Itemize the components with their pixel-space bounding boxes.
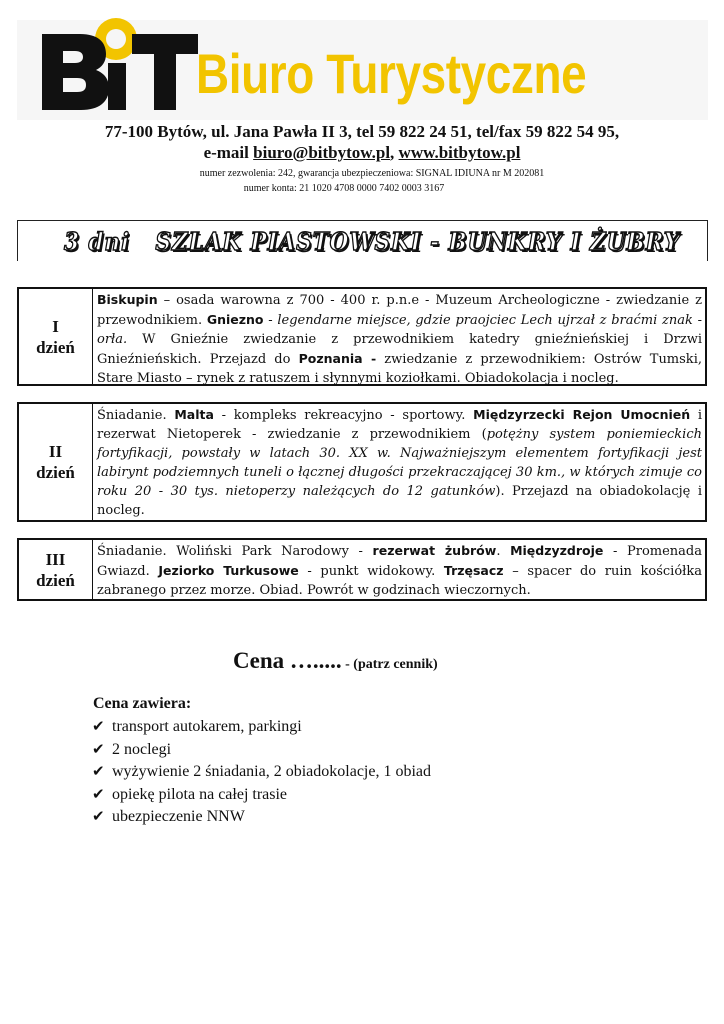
place-name: Malta	[174, 407, 214, 422]
day-2-block	[17, 402, 707, 522]
description-text: i rezerwat Nietoperek - zwiedzanie z przewodnikiem (	[97, 408, 703, 442]
day-1-block	[17, 287, 707, 386]
list-item-text: transport autokarem, parkingi	[112, 718, 302, 735]
place-name: Biskupin	[97, 292, 158, 307]
tour-duration: 3 dni	[64, 227, 131, 256]
place-name: rezerwat żubrów	[372, 543, 497, 558]
list-item	[92, 716, 431, 739]
address-line: 77-100 Bytów, ul. Jana Pawła II 3, tel 59 822 24 51, tel/fax 59 822 54 95,	[104, 122, 620, 141]
tour-title-box	[17, 220, 708, 261]
tour-name: SZLAK PIASTOWSKI - BUNKRY I ŻUBRY	[155, 227, 681, 256]
day-description	[93, 404, 705, 520]
day-number: III	[45, 549, 66, 569]
description-text: - Promenada Gwiazd.	[97, 544, 703, 579]
day-word: dzień	[36, 570, 75, 590]
checkmark-icon: ✔	[92, 764, 105, 780]
checkmark-icon: ✔	[92, 786, 105, 803]
place-name: Gniezno	[206, 312, 264, 327]
description-text: - punkt widokowy.	[298, 564, 444, 579]
description-text: - kompleks rekreacyjno - sportowy.	[213, 408, 474, 423]
day-label	[19, 404, 93, 520]
description-text: .	[496, 544, 511, 559]
checkmark-icon: ✔	[92, 741, 105, 758]
separator: ,	[390, 143, 399, 162]
website-link[interactable]: www.bitbytow.pl	[398, 143, 521, 162]
description-text: – osada warowna z 700 - 400 r. p.n.e - Muzeum Archeologiczne - zwiedzanie z przewodnikiem.	[97, 293, 702, 328]
place-name: Międzyrzecki Rejon Umocnień	[473, 407, 691, 422]
list-item-text: wyżywienie 2 śniadania, 2 obiadokolacje, 1 obiad	[112, 763, 432, 780]
description-text: Śniadanie. Woliński Park Narodowy -	[97, 544, 373, 559]
price-label: Cena ….....	[233, 648, 342, 673]
brand-name: Biuro Turystyczne	[196, 42, 587, 105]
description-text: zwiedzanie z przewodnikiem: Ostrów Tumski, Stare Miasto – rynek z ratuszem i słynnymi koziołkami. Obiadokolacja i nocleg.	[97, 352, 702, 386]
list-item	[92, 784, 431, 807]
checkmark-icon: ✔	[92, 809, 105, 825]
list-item	[92, 806, 431, 829]
tour-title	[64, 227, 680, 256]
includes-heading: Cena zawiera:	[93, 695, 192, 712]
description-text: W Gnieźnie zwiedzanie z przewodnikiem katedry gnieźnieńskiej i Drzwi Gnieźnieńskich. Przejazd do	[97, 332, 702, 367]
day-word: dzień	[36, 463, 75, 482]
day-word: dzień	[36, 337, 75, 357]
company-logo	[40, 18, 200, 112]
price-line	[233, 648, 438, 674]
day-label	[19, 289, 93, 384]
email-website-line	[0, 143, 724, 163]
list-item	[92, 739, 431, 762]
day-description	[93, 289, 705, 384]
price-note: - (patrz cennik)	[341, 657, 438, 672]
checkmark-icon: ✔	[92, 719, 105, 735]
place-name: Trzęsacz	[443, 563, 504, 578]
email-prefix: e-mail	[203, 143, 254, 162]
list-item-text: ubezpieczenie NNW	[112, 808, 245, 825]
description-text: ). Przejazd na obiadokolację i nocleg.	[97, 484, 702, 518]
list-item-text: 2 noclegi	[112, 740, 172, 758]
email-link[interactable]: biuro@bitbytow.pl	[253, 143, 391, 162]
day-3-block	[17, 538, 707, 601]
place-name: Międzyzdroje	[510, 543, 604, 558]
place-note: legendarne miejsce, gdzie praojciec Lech ujrzał z braćmi znak - orła.	[97, 313, 702, 347]
account-line: numer konta: 21 1020 4708 0000 7402 0003 3167	[243, 183, 445, 194]
place-name: Poznania -	[298, 351, 377, 366]
day-label	[19, 540, 93, 599]
day-number: I	[52, 316, 59, 336]
place-name: Jeziorko Turkusowe	[158, 563, 299, 578]
day-number: II	[48, 442, 63, 461]
list-item-text: opiekę pilota na całej trasie	[112, 785, 288, 803]
day-description	[93, 540, 705, 599]
description-text: – spacer do ruin kościółka zabranego przez morze. Obiad. Powrót w godzinach wieczornych.	[97, 564, 702, 598]
place-note: potężny system poniemieckich fortyfikacji, powstały w latach 30. XX w. Najważniejszym elementem fortyfikacji jest labirynt podziemnych tuneli o łącznej długości przekraczającej 30 km., w których zimuje co roku 20 - 30 tys. nietoperzy należących do 12 gatunków	[97, 427, 702, 499]
list-item	[92, 761, 431, 784]
description-text: -	[263, 313, 278, 328]
permit-line: numer zezwolenia: 242, gwarancja ubezpieczeniowa: SIGNAL IDIUNA nr M 202081	[199, 168, 545, 179]
description-text: Śniadanie.	[97, 408, 175, 423]
includes-list	[92, 716, 431, 829]
